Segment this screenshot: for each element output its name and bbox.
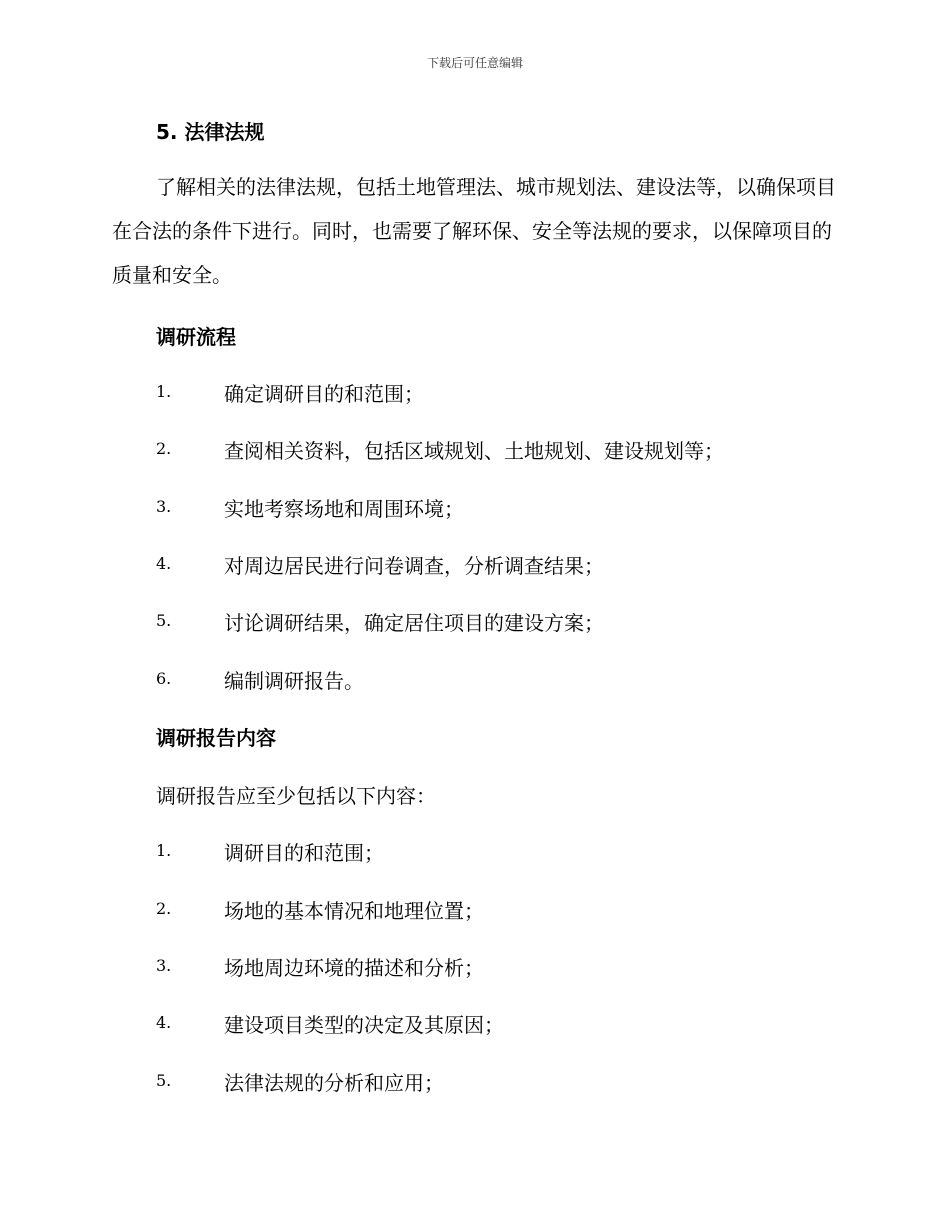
list-text: 实地考察场地和周围环境； (224, 497, 464, 521)
list-item (156, 837, 836, 867)
list-text: 法律法规的分析和应用； (224, 1071, 444, 1095)
list-item (156, 435, 836, 465)
section-title-process: 调研流程 (156, 325, 236, 349)
list-item (156, 378, 836, 408)
list-number: 5. (156, 1071, 172, 1090)
list-item (156, 665, 836, 695)
list-number: 6. (156, 669, 172, 688)
header-note: 下载后可任意编辑 (426, 56, 523, 70)
list-number: 1. (156, 841, 172, 860)
list-number: 5. (156, 611, 172, 630)
list-number: 3. (156, 497, 172, 516)
list-item (156, 895, 836, 925)
section-title-laws: 5. 法律法规 (156, 120, 265, 144)
list-item (156, 550, 836, 580)
list-item (156, 952, 836, 982)
list-text: 确定调研目的和范围； (224, 382, 424, 406)
list-item (156, 1009, 836, 1039)
laws-paragraph: 了解相关的法律法规，包括土地管理法、城市规划法、建设法等，以确保项目在合法的条件下进行。同时，也需要了解环保、安全等法规的要求，以保障项目的质量和安全。 (112, 175, 836, 287)
list-text: 场地的基本情况和地理位置； (224, 899, 484, 923)
list-text: 调研目的和范围； (224, 841, 384, 865)
list-number: 2. (156, 899, 172, 918)
list-number: 1. (156, 382, 172, 401)
report-intro: 调研报告应至少包括以下内容： (156, 784, 436, 808)
section-title-report: 调研报告内容 (156, 726, 276, 750)
list-text: 查阅相关资料，包括区域规划、土地规划、建设规划等； (224, 439, 724, 463)
list-text: 场地周边环境的描述和分析； (224, 956, 484, 980)
list-number: 3. (156, 956, 172, 975)
list-text: 讨论调研结果，确定居住项目的建设方案； (224, 611, 604, 635)
list-text: 对周边居民进行问卷调查，分析调查结果； (224, 554, 604, 578)
list-number: 4. (156, 554, 172, 573)
list-item (156, 493, 836, 523)
list-number: 2. (156, 439, 172, 458)
list-item (156, 1067, 836, 1097)
list-text: 编制调研报告。 (224, 669, 364, 693)
list-text: 建设项目类型的决定及其原因； (224, 1013, 504, 1037)
list-number: 4. (156, 1013, 172, 1032)
list-item (156, 607, 836, 637)
